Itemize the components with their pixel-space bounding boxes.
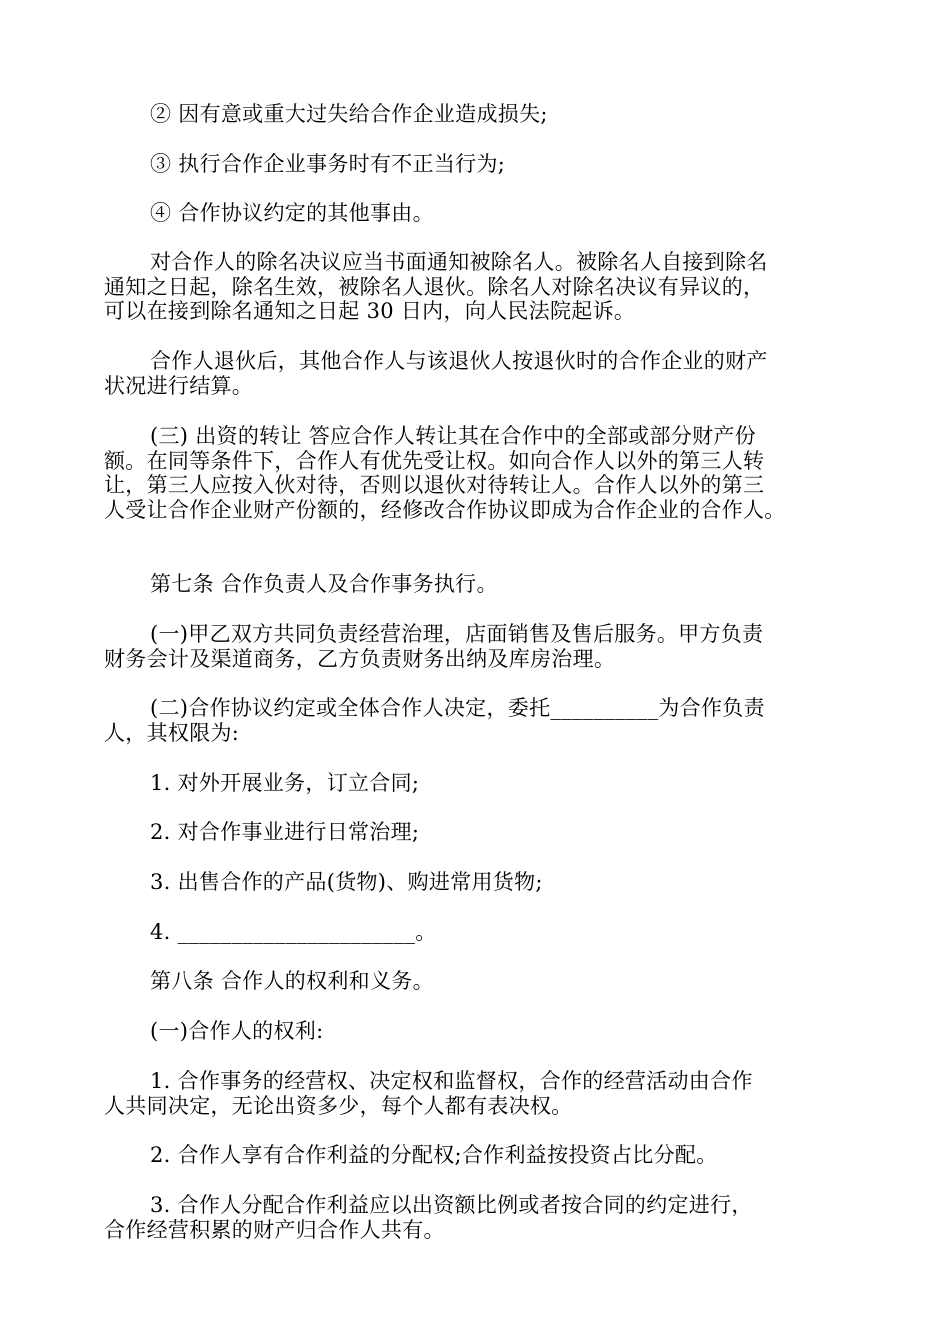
paragraph-line: (一)合作人的权利: (150, 1019, 324, 1043)
paragraph-line: 合作人退伙后，其他合作人与该退伙人按退伙时的合作企业的财产 (150, 349, 768, 373)
section-heading: 第七条 合作负责人及合作事务执行。 (150, 572, 498, 596)
paragraph-line: (一)甲乙双方共同负责经营治理，店面销售及售后服务。甲方负责 (150, 622, 764, 646)
paragraph-line: 人共同决定，无论出资多少，每个人都有表决权。 (104, 1094, 573, 1118)
paragraph-line: 合作经营积累的财产归合作人共有。 (104, 1218, 445, 1242)
paragraph-line: 让，第三人应按入伙对待，否则以退伙对待转让人。合作人以外的第三 (104, 473, 765, 497)
list-item: 2. 合作人享有合作利益的分配权;合作利益按投资占比分配。 (150, 1143, 718, 1167)
paragraph-line: (三) 出资的转让 答应合作人转让其在合作中的全部或部分财产份 (150, 424, 757, 448)
list-item: 1. 对外开展业务，订立合同; (150, 771, 420, 795)
paragraph-line: 可以在接到除名通知之日起 30 日内，向人民法院起诉。 (104, 299, 636, 323)
list-item: 3. 合作人分配合作利益应以出资额比例或者按合同的约定进行， (150, 1193, 753, 1217)
list-item: 4. ______________________。 (150, 920, 437, 944)
paragraph-line: 对合作人的除名决议应当书面通知被除名人。被除名人自接到除名 (150, 250, 768, 274)
paragraph-line: 人，其权限为: (104, 721, 240, 745)
paragraph-line: 人受让合作企业财产份额的，经修改合作协议即成为合作企业的合作人。 (104, 498, 786, 522)
list-item: 3. 出售合作的产品(货物)、购进常用货物; (150, 870, 543, 894)
paragraph-line: (二)合作协议约定或全体合作人决定，委托__________为合作负责 (150, 696, 765, 720)
paragraph-line: ④ 合作协议约定的其他事由。 (150, 201, 434, 225)
section-heading: 第八条 合作人的权利和义务。 (150, 969, 434, 993)
paragraph-line: 通知之日起，除名生效，被除名人退伙。除名人对除名决议有异议的， (104, 275, 765, 299)
paragraph-line: 状况进行结算。 (104, 374, 254, 398)
list-item: 1. 合作事务的经营权、决定权和监督权，合作的经营活动由合作 (150, 1069, 753, 1093)
paragraph-line: ③ 执行合作企业事务时有不正当行为; (150, 152, 506, 176)
paragraph-line: 额。在同等条件下，合作人有优先受让权。如向合作人以外的第三人转 (104, 449, 765, 473)
paragraph-line: ② 因有意或重大过失给合作企业造成损失; (150, 102, 548, 126)
paragraph-line: 财务会计及渠道商务，乙方负责财务出纳及库房治理。 (104, 647, 616, 671)
list-item: 2. 对合作事业进行日常治理; (150, 820, 420, 844)
